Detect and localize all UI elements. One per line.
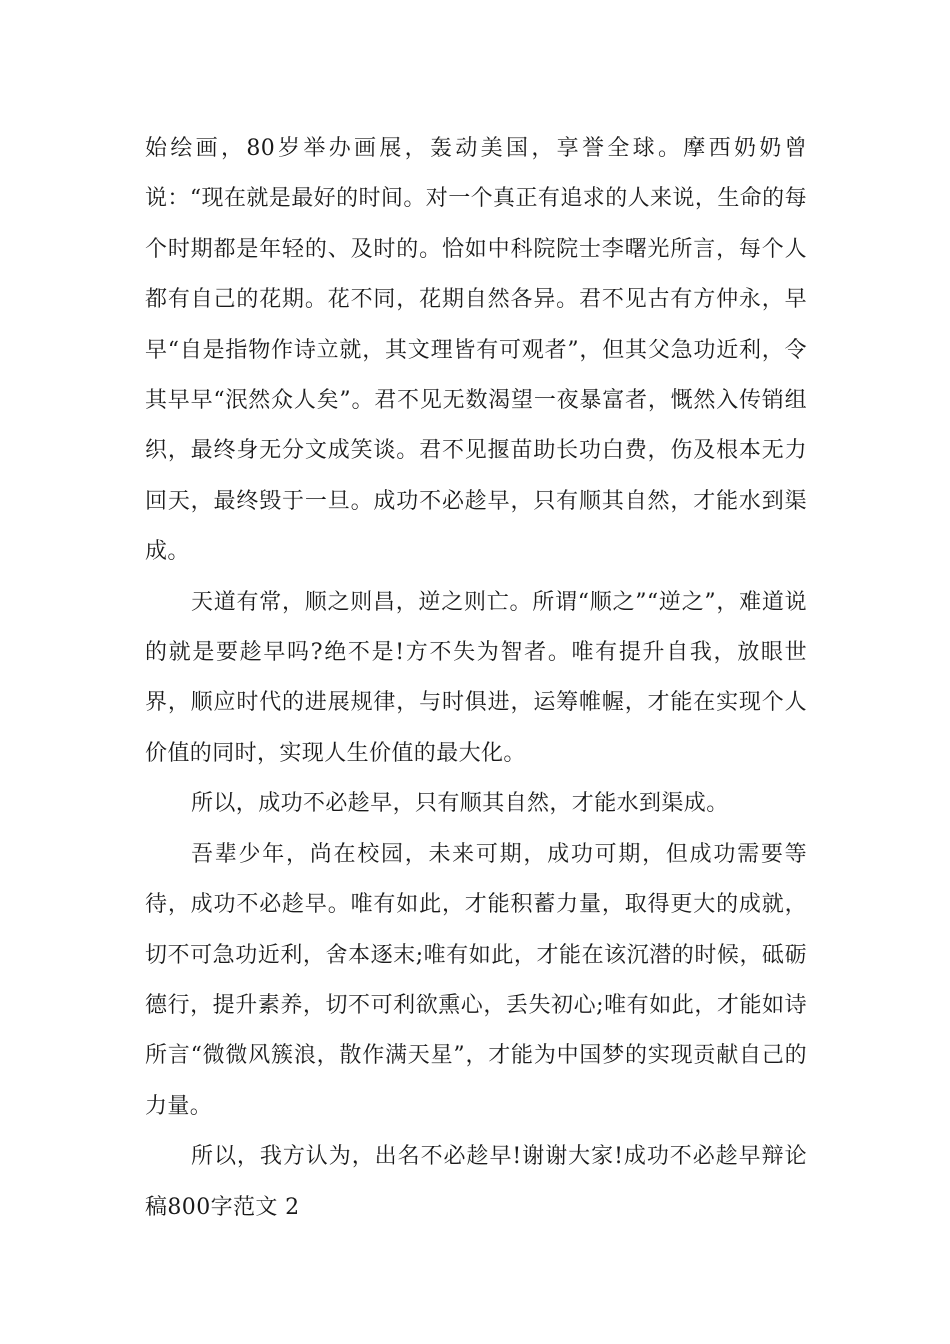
- paragraph-5: 所以，我方认为，出名不必趁早!谢谢大家!成功不必趁早辩论稿800字范文 2: [145, 1144, 807, 1220]
- paragraph-2: 天道有常，顺之则昌，逆之则亡。所谓“顺之”“逆之”，难道说的就是要趁早吗?绝不是!方不失为智者。唯有提升自我，放眼世界，顺应时代的进展规律，与时俱进，运筹帷幄，才能在实现个人价值的同时，实现人生价值的最大化。: [145, 589, 807, 766]
- paragraph-3: 所以，成功不必趁早，只有顺其自然，才能水到渠成。: [191, 791, 729, 817]
- paragraph-4: 吾辈少年，尚在校园，未来可期，成功可期，但成功需要等待，成功不必趁早。唯有如此，才能积蓄力量，取得更大的成就，切不可急功近利，舍本逐末;唯有如此，才能在该沉潜的时候，砥砺德行，提升素养，切不可利欲熏心，丢失初心;唯有如此，才能如诗所言“微微风簇浪，散作满天星”，才能为中国梦的实现贡献自己的力量。: [145, 841, 807, 1119]
- paragraph-1: 始绘画，80岁举办画展，轰动美国，享誉全球。摩西奶奶曾说：“现在就是最好的时间。对一个真正有追求的人来说，生命的每个时期都是年轻的、及时的。恰如中科院院士李曙光所言，每个人都有自己的花期。花不同，花期自然各异。君不见古有方仲永，早早“自是指物作诗立就，其文理皆有可观者”，但其父急功近利，令其早早“泯然众人矣”。君不见无数渴望一夜暴富者，慨然入传销组织，最终身无分文成笑谈。君不见揠苗助长功白费，伤及根本无力回天，最终毁于一旦。成功不必趁早，只有顺其自然，才能水到渠成。: [145, 136, 807, 565]
- document-page: [145, 124, 807, 1233]
